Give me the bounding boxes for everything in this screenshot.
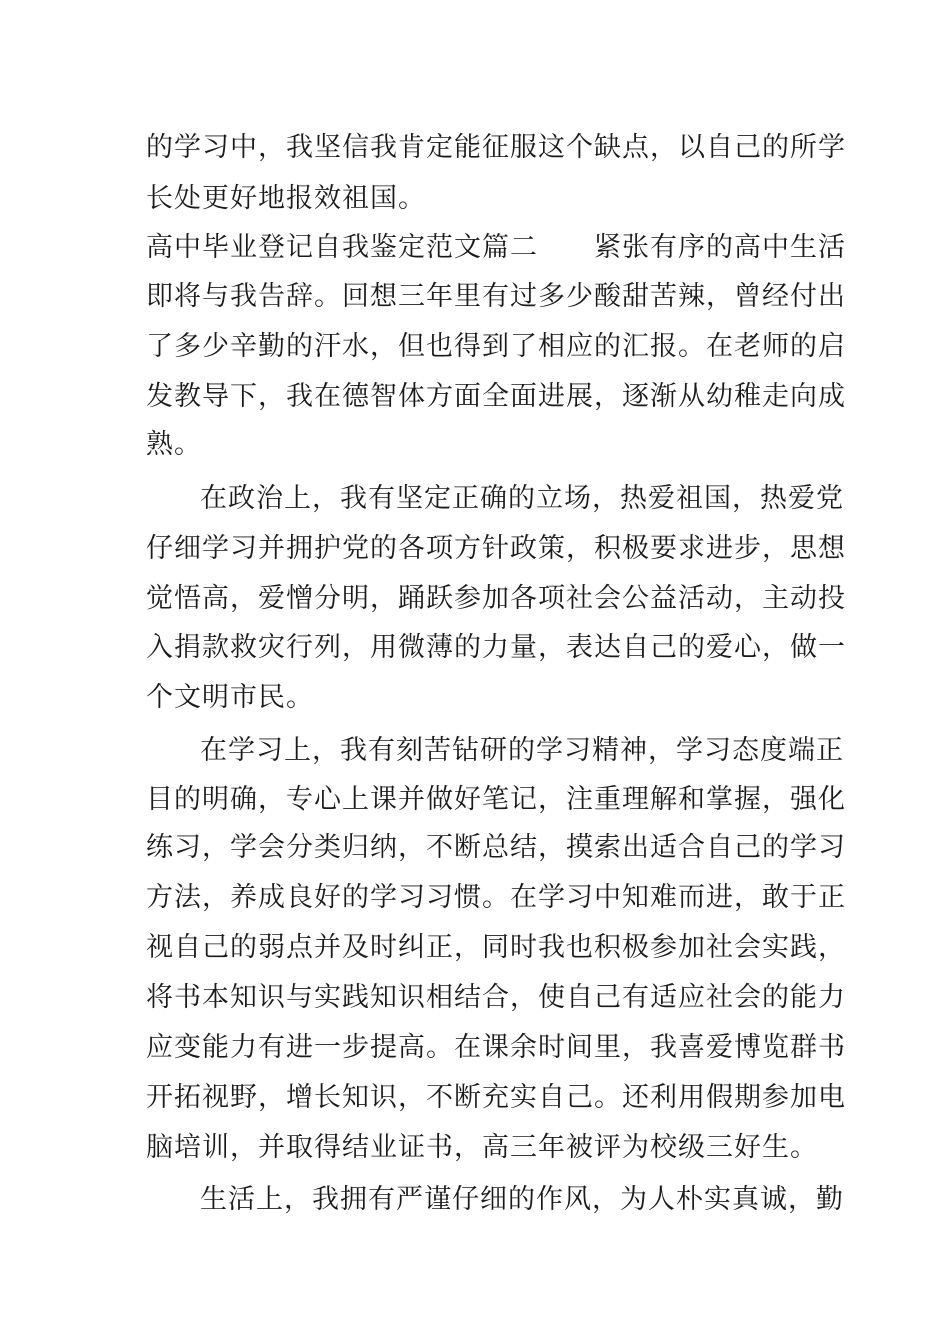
text-line-19: 应变能力有进一步提高。在课余时间里，我喜爱博览群书 <box>146 1032 846 1063</box>
section-heading-line: 高中毕业登记自我鉴定范文篇二 紧张有序的高中生活 <box>146 232 846 263</box>
text-line-20: 开拓视野，增长知识，不断充实自己。还利用假期参加电 <box>146 1082 846 1113</box>
text-line-12: 个文明市民。 <box>146 682 314 713</box>
text-line-15: 练习，学会分类归纳，不断总结，摸索出适合自己的学习 <box>146 832 846 863</box>
text-line-21: 脑培训，并取得结业证书，高三年被评为校级三好生。 <box>146 1132 818 1163</box>
text-line-16: 方法，养成良好的学习习惯。在学习中知难而进，敢于正 <box>146 882 846 913</box>
text-line-4: 即将与我告辞。回想三年里有过多少酸甜苦辣，曾经付出 <box>146 281 846 312</box>
text-line-1: 的学习中，我坚信我肯定能征服这个缺点，以自己的所学 <box>146 132 846 163</box>
text-line-10: 觉悟高，爱憎分明，踊跃参加各项社会公益活动，主动投 <box>146 583 846 614</box>
text-line-14: 目的明确，专心上课并做好笔记，注重理解和掌握，强化 <box>146 784 846 815</box>
paragraph-life-start: 生活上，我拥有严谨仔细的作风，为人朴实真诚，勤 <box>200 1184 844 1215</box>
text-line-2: 长处更好地报效祖国。 <box>146 183 426 214</box>
text-line-6: 发教导下，我在德智体方面全面进展，逐渐从幼稚走向成 <box>146 381 846 412</box>
text-line-7: 熟。 <box>146 429 202 460</box>
paragraph-politics-start: 在政治上，我有坚定正确的立场，热爱祖国，热爱党 <box>200 483 844 514</box>
text-line-17: 视自己的弱点并及时纠正，同时我也积极参加社会实践， <box>146 932 846 963</box>
paragraph-study-start: 在学习上，我有刻苦钻研的学习精神，学习态度端正 <box>200 735 844 766</box>
text-line-11: 入捐款救灾行列，用微薄的力量，表达自己的爱心，做一 <box>146 632 846 663</box>
text-line-5: 了多少辛勤的汗水，但也得到了相应的汇报。在老师的启 <box>146 331 846 362</box>
text-line-9: 仔细学习并拥护党的各项方针政策，积极要求进步，思想 <box>146 533 846 564</box>
text-line-18: 将书本知识与实践知识相结合，使自己有适应社会的能力 <box>146 982 846 1013</box>
